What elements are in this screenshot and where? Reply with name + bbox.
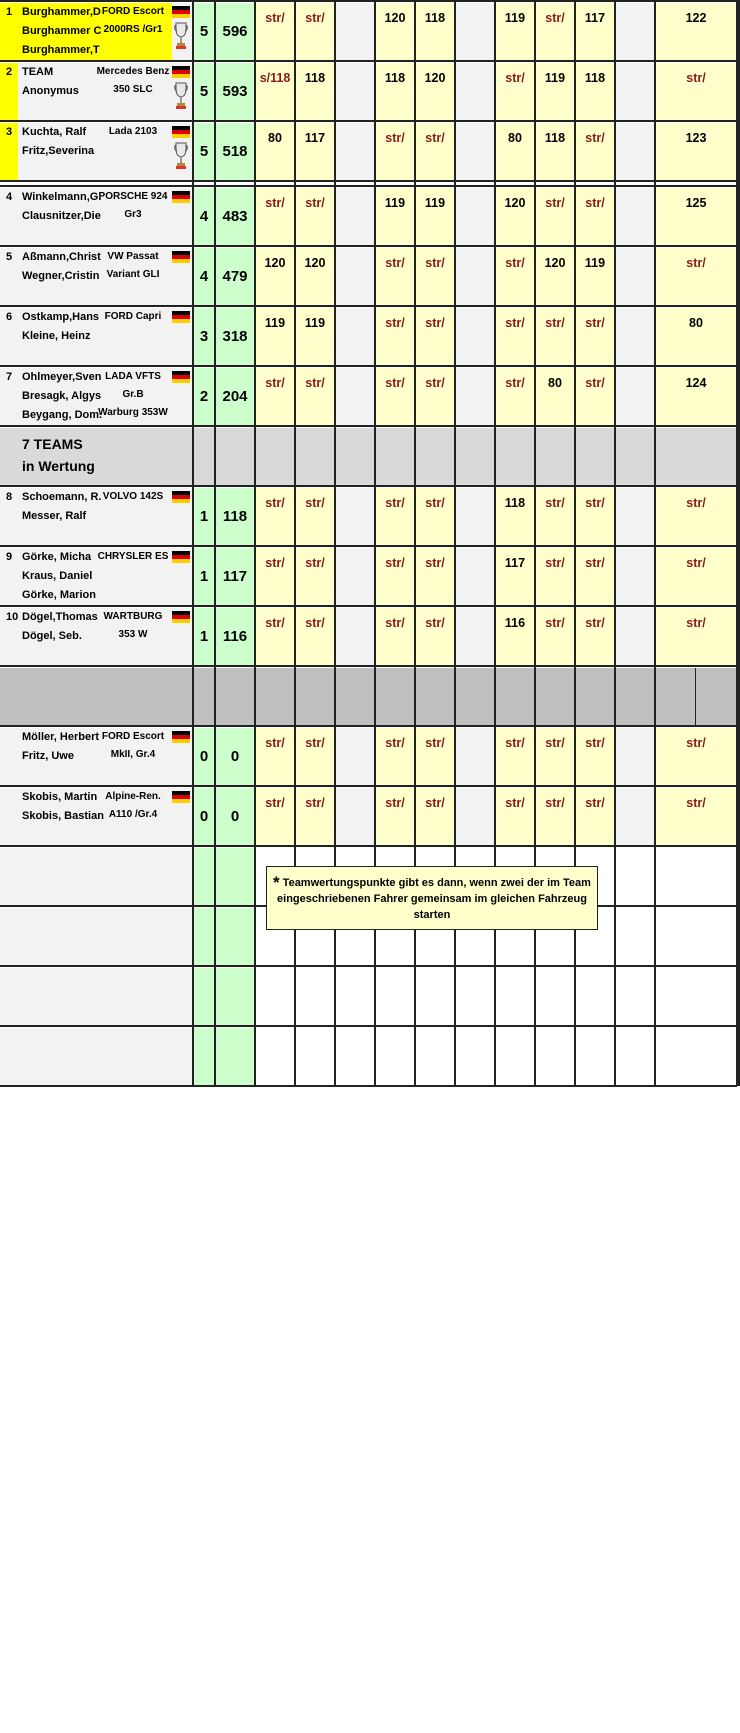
car-model: FORD Escort bbox=[101, 731, 165, 742]
trophy-icon bbox=[174, 141, 188, 171]
final-score: 124 bbox=[685, 376, 707, 390]
race-score: 120 bbox=[264, 256, 286, 270]
team-start-count: 5 bbox=[199, 83, 209, 100]
team-rank: 10 bbox=[6, 611, 19, 623]
team-start-count: 1 bbox=[199, 508, 209, 525]
empty-green-bg bbox=[193, 848, 255, 905]
team-start-count: 4 bbox=[199, 208, 209, 225]
germany-flag-icon bbox=[172, 191, 190, 203]
car-model: 353 W bbox=[118, 629, 148, 640]
driver-name: Schoemann, R. bbox=[22, 491, 102, 503]
row-border bbox=[0, 665, 737, 667]
row-border bbox=[0, 180, 737, 182]
driver-name: Burghammer C bbox=[22, 25, 102, 37]
race-score bbox=[615, 548, 655, 578]
race-score bbox=[615, 123, 655, 153]
row-border bbox=[0, 305, 737, 307]
row-border bbox=[0, 425, 737, 427]
race-score bbox=[335, 63, 375, 93]
row-border bbox=[0, 785, 737, 787]
race-score: str/ bbox=[385, 616, 405, 630]
driver-name: Burghammer,D bbox=[22, 6, 101, 18]
driver-name: Skobis, Bastian bbox=[22, 810, 104, 822]
row-border bbox=[0, 1025, 737, 1027]
column-border bbox=[695, 668, 696, 726]
row-border bbox=[0, 245, 737, 247]
race-score: str/ bbox=[385, 736, 405, 750]
race-score: str/ bbox=[265, 11, 285, 25]
race-score bbox=[615, 188, 655, 218]
team-start-count: 4 bbox=[199, 268, 209, 285]
race-score: 119 bbox=[304, 316, 326, 330]
driver-name: Fritz,Severina bbox=[22, 145, 95, 157]
race-score bbox=[335, 188, 375, 218]
separator-title: 7 TEAMS bbox=[22, 436, 83, 452]
race-score: str/ bbox=[585, 796, 605, 810]
team-rank: 1 bbox=[6, 6, 13, 18]
team-rank: 2 bbox=[6, 66, 13, 78]
car-model: VW Passat bbox=[107, 251, 159, 262]
separator-subtitle: in Wertung bbox=[22, 458, 95, 474]
team-total-points: 117 bbox=[222, 568, 248, 585]
germany-flag-icon bbox=[172, 551, 190, 563]
race-score: str/ bbox=[585, 196, 605, 210]
team-rank: 4 bbox=[6, 191, 13, 203]
car-model: Variant GLI bbox=[106, 269, 160, 280]
car-model: Lada 2103 bbox=[108, 126, 158, 137]
driver-name: Wegner,Cristin bbox=[22, 270, 100, 282]
final-score: str/ bbox=[686, 736, 706, 750]
race-score bbox=[455, 608, 495, 638]
race-score: 117 bbox=[584, 11, 606, 25]
race-score: str/ bbox=[265, 616, 285, 630]
race-score bbox=[615, 308, 655, 338]
team-total-points: 483 bbox=[222, 208, 248, 225]
team-start-count: 0 bbox=[199, 808, 209, 825]
race-score: 80 bbox=[508, 131, 522, 145]
race-score: str/ bbox=[585, 131, 605, 145]
race-score: str/ bbox=[305, 616, 325, 630]
race-score bbox=[455, 123, 495, 153]
row-border bbox=[0, 185, 737, 187]
team-total-points: 0 bbox=[230, 748, 240, 765]
race-score: str/ bbox=[265, 496, 285, 510]
race-score bbox=[335, 548, 375, 578]
germany-flag-icon bbox=[172, 66, 190, 78]
race-score: 118 bbox=[504, 496, 526, 510]
race-score: 118 bbox=[424, 11, 446, 25]
race-score: 119 bbox=[264, 316, 286, 330]
race-score: str/ bbox=[265, 376, 285, 390]
race-score bbox=[455, 248, 495, 278]
race-score: 118 bbox=[384, 71, 406, 85]
driver-name: Ostkamp,Hans bbox=[22, 311, 100, 323]
note-text: Teamwertungspunkte gibt es dann, wenn zwei der im Team eingeschriebenen Fahrer gemeinsam im gleichen Fahrzeug starten bbox=[277, 877, 591, 921]
empty-driver-bg bbox=[0, 1028, 193, 1085]
race-score: str/ bbox=[425, 556, 445, 570]
final-score: 122 bbox=[685, 11, 707, 25]
car-model: Mercedes Benz bbox=[96, 66, 170, 77]
final-score: str/ bbox=[686, 616, 706, 630]
race-score: 119 bbox=[424, 196, 446, 210]
column-border bbox=[614, 0, 616, 1086]
row-border bbox=[0, 1085, 737, 1087]
car-model: Warburg 353W bbox=[98, 407, 168, 418]
driver-name: Skobis, Martin bbox=[22, 791, 98, 803]
car-model: CHRYSLER ES bbox=[97, 551, 169, 562]
row-border bbox=[0, 605, 737, 607]
race-score: str/ bbox=[545, 496, 565, 510]
race-score bbox=[335, 123, 375, 153]
race-score: str/ bbox=[305, 796, 325, 810]
germany-flag-icon bbox=[172, 126, 190, 138]
driver-name: Dögel,Thomas bbox=[22, 611, 98, 623]
row-border bbox=[0, 0, 737, 2]
team-total-points: 518 bbox=[222, 143, 248, 160]
race-score: str/ bbox=[425, 256, 445, 270]
race-score: str/ bbox=[545, 316, 565, 330]
row-border bbox=[0, 725, 737, 727]
team-start-count: 1 bbox=[199, 628, 209, 645]
race-score: 120 bbox=[544, 256, 566, 270]
race-score: str/ bbox=[305, 556, 325, 570]
race-score: 80 bbox=[548, 376, 562, 390]
race-score bbox=[455, 548, 495, 578]
race-score: str/ bbox=[545, 11, 565, 25]
car-model: WARTBURG bbox=[103, 611, 163, 622]
row-border bbox=[0, 365, 737, 367]
race-score: str/ bbox=[585, 616, 605, 630]
driver-name: Clausnitzer,Die bbox=[22, 210, 101, 222]
team-total-points: 0 bbox=[230, 808, 240, 825]
final-score: str/ bbox=[686, 256, 706, 270]
race-score: str/ bbox=[545, 196, 565, 210]
race-score bbox=[455, 63, 495, 93]
team-rank: 9 bbox=[6, 551, 13, 563]
driver-name: Messer, Ralf bbox=[22, 510, 87, 522]
driver-name: Kraus, Daniel bbox=[22, 570, 93, 582]
empty-driver-bg bbox=[0, 848, 193, 905]
final-score: 80 bbox=[689, 316, 703, 330]
team-rank: 3 bbox=[6, 126, 13, 138]
team-total-points: 118 bbox=[222, 508, 248, 525]
race-score: str/ bbox=[385, 256, 405, 270]
race-score bbox=[455, 368, 495, 398]
driver-name: Dögel, Seb. bbox=[22, 630, 82, 642]
team-total-points: 116 bbox=[222, 628, 248, 645]
team-start-count: 1 bbox=[199, 568, 209, 585]
race-score bbox=[615, 3, 655, 33]
team-scoring-note bbox=[266, 866, 598, 930]
race-score: str/ bbox=[505, 256, 525, 270]
race-score: str/ bbox=[425, 316, 445, 330]
race-score: str/ bbox=[385, 131, 405, 145]
driver-name: Anonymus bbox=[22, 85, 79, 97]
race-score bbox=[615, 608, 655, 638]
driver-name: Ohlmeyer,Sven bbox=[22, 371, 102, 383]
team-start-count: 3 bbox=[199, 328, 209, 345]
trophy-icon bbox=[174, 21, 188, 51]
germany-flag-icon bbox=[172, 371, 190, 383]
race-score: 119 bbox=[584, 256, 606, 270]
germany-flag-icon bbox=[172, 611, 190, 623]
team-rank: 6 bbox=[6, 311, 13, 323]
race-score bbox=[335, 608, 375, 638]
race-score: 120 bbox=[384, 11, 406, 25]
final-score: str/ bbox=[686, 496, 706, 510]
car-model: Gr3 bbox=[124, 209, 142, 220]
team-total-points: 596 bbox=[222, 23, 248, 40]
race-score bbox=[615, 728, 655, 758]
car-model: Alpine-Ren. bbox=[105, 791, 161, 802]
car-model: FORD Capri bbox=[104, 311, 162, 322]
race-score: str/ bbox=[265, 556, 285, 570]
germany-flag-icon bbox=[172, 791, 190, 803]
race-score: str/ bbox=[385, 316, 405, 330]
race-score: s/118 bbox=[259, 71, 291, 85]
row-border bbox=[0, 845, 737, 847]
race-score: str/ bbox=[505, 71, 525, 85]
driver-name: Görke, Marion bbox=[22, 589, 96, 601]
race-score: 117 bbox=[504, 556, 526, 570]
race-score bbox=[615, 368, 655, 398]
race-score: 117 bbox=[304, 131, 326, 145]
race-score: str/ bbox=[385, 376, 405, 390]
race-score: str/ bbox=[305, 376, 325, 390]
race-score bbox=[615, 788, 655, 818]
final-score: str/ bbox=[686, 556, 706, 570]
race-score bbox=[455, 488, 495, 518]
germany-flag-icon bbox=[172, 311, 190, 323]
car-model: VOLVO 142S bbox=[102, 491, 164, 502]
race-score: str/ bbox=[505, 316, 525, 330]
car-model: MkII, Gr.4 bbox=[110, 749, 156, 760]
race-score: str/ bbox=[305, 11, 325, 25]
race-score: 119 bbox=[544, 71, 566, 85]
row-border bbox=[0, 120, 737, 122]
car-model: LADA VFTS bbox=[105, 371, 161, 382]
race-score: str/ bbox=[385, 496, 405, 510]
race-score: str/ bbox=[265, 736, 285, 750]
race-score: 120 bbox=[424, 71, 446, 85]
team-start-count: 0 bbox=[199, 748, 209, 765]
race-score: str/ bbox=[385, 556, 405, 570]
empty-green-bg bbox=[193, 908, 255, 965]
separator-green bbox=[193, 428, 255, 486]
race-score: 116 bbox=[504, 616, 526, 630]
race-score: str/ bbox=[505, 736, 525, 750]
separator-in-wertung bbox=[0, 428, 737, 486]
race-score: str/ bbox=[545, 616, 565, 630]
race-score: str/ bbox=[585, 376, 605, 390]
driver-name: Aßmann,Christ bbox=[22, 251, 101, 263]
driver-name: Kleine, Heinz bbox=[22, 330, 91, 342]
separator-empty bbox=[0, 668, 737, 726]
team-rank: 7 bbox=[6, 371, 13, 383]
race-score bbox=[615, 248, 655, 278]
race-score bbox=[615, 63, 655, 93]
race-score: str/ bbox=[425, 376, 445, 390]
race-score: 119 bbox=[504, 11, 526, 25]
driver-name: TEAM bbox=[22, 66, 54, 78]
race-score bbox=[335, 248, 375, 278]
note-asterisk: * bbox=[273, 873, 280, 892]
row-border bbox=[0, 545, 737, 547]
empty-score-bg bbox=[255, 1028, 737, 1085]
race-score: 118 bbox=[304, 71, 326, 85]
race-score: str/ bbox=[425, 736, 445, 750]
empty-green-bg bbox=[193, 1028, 255, 1085]
race-score: str/ bbox=[385, 796, 405, 810]
race-score bbox=[455, 188, 495, 218]
empty-green-bg bbox=[193, 968, 255, 1025]
race-score bbox=[455, 728, 495, 758]
team-total-points: 593 bbox=[222, 83, 248, 100]
race-score: 120 bbox=[304, 256, 326, 270]
germany-flag-icon bbox=[172, 251, 190, 263]
race-score: 118 bbox=[584, 71, 606, 85]
germany-flag-icon bbox=[172, 6, 190, 18]
driver-name: Möller, Herbert bbox=[22, 731, 100, 743]
team-start-count: 2 bbox=[199, 388, 209, 405]
empty-driver-bg bbox=[0, 908, 193, 965]
driver-name: Fritz, Uwe bbox=[22, 750, 74, 762]
race-score bbox=[335, 3, 375, 33]
team-rank: 8 bbox=[6, 491, 13, 503]
race-score: str/ bbox=[505, 376, 525, 390]
race-score: str/ bbox=[425, 616, 445, 630]
race-score bbox=[335, 788, 375, 818]
race-score: str/ bbox=[425, 131, 445, 145]
race-score: str/ bbox=[585, 496, 605, 510]
race-score: 119 bbox=[384, 196, 406, 210]
car-model: PORSCHE 924 bbox=[98, 191, 168, 202]
final-score: 123 bbox=[685, 131, 707, 145]
team-start-count: 5 bbox=[199, 23, 209, 40]
race-score: str/ bbox=[425, 496, 445, 510]
car-model: Gr.B bbox=[122, 389, 144, 400]
driver-name: Bresagk, Algys bbox=[22, 390, 102, 402]
race-score bbox=[455, 308, 495, 338]
race-score bbox=[335, 488, 375, 518]
germany-flag-icon bbox=[172, 491, 190, 503]
race-score: 80 bbox=[268, 131, 282, 145]
driver-name: Burghammer,T bbox=[22, 44, 100, 56]
race-score bbox=[615, 488, 655, 518]
race-score bbox=[455, 788, 495, 818]
race-score: 118 bbox=[544, 131, 566, 145]
race-score: str/ bbox=[585, 316, 605, 330]
race-score: str/ bbox=[505, 796, 525, 810]
car-model: 350 SLC bbox=[113, 84, 153, 95]
race-score: str/ bbox=[265, 796, 285, 810]
germany-flag-icon bbox=[172, 731, 190, 743]
row-border bbox=[0, 485, 737, 487]
race-score: 120 bbox=[504, 196, 526, 210]
race-score: str/ bbox=[305, 736, 325, 750]
race-score: str/ bbox=[425, 796, 445, 810]
row-border bbox=[0, 60, 737, 62]
team-total-points: 318 bbox=[222, 328, 248, 345]
car-model: FORD Escort bbox=[101, 6, 165, 17]
column-border bbox=[654, 0, 656, 1086]
driver-name: Beygang, Dom. bbox=[22, 409, 103, 421]
final-score: 125 bbox=[685, 196, 707, 210]
team-total-points: 479 bbox=[222, 268, 248, 285]
driver-name: Winkelmann,G. bbox=[22, 191, 102, 203]
empty-score-bg bbox=[255, 968, 737, 1025]
team-rank: 5 bbox=[6, 251, 13, 263]
race-score: str/ bbox=[545, 736, 565, 750]
race-score: str/ bbox=[265, 196, 285, 210]
race-score bbox=[455, 3, 495, 33]
team-start-count: 5 bbox=[199, 143, 209, 160]
final-score: str/ bbox=[686, 71, 706, 85]
team-total-points: 204 bbox=[222, 388, 248, 405]
driver-name: Görke, Micha bbox=[22, 551, 92, 563]
column-border bbox=[736, 0, 740, 1086]
race-score: str/ bbox=[305, 196, 325, 210]
race-score bbox=[335, 728, 375, 758]
race-score: str/ bbox=[545, 796, 565, 810]
car-model: 2000RS /Gr1 bbox=[103, 24, 163, 35]
car-model: A110 /Gr.4 bbox=[108, 809, 158, 820]
driver-name: Kuchta, Ralf bbox=[22, 126, 87, 138]
final-score: str/ bbox=[686, 796, 706, 810]
race-score: str/ bbox=[305, 496, 325, 510]
race-score: str/ bbox=[585, 736, 605, 750]
race-score: str/ bbox=[585, 556, 605, 570]
race-score bbox=[335, 368, 375, 398]
race-score: str/ bbox=[545, 556, 565, 570]
empty-driver-bg bbox=[0, 968, 193, 1025]
trophy-icon bbox=[174, 81, 188, 111]
row-border bbox=[0, 965, 737, 967]
race-score bbox=[335, 308, 375, 338]
